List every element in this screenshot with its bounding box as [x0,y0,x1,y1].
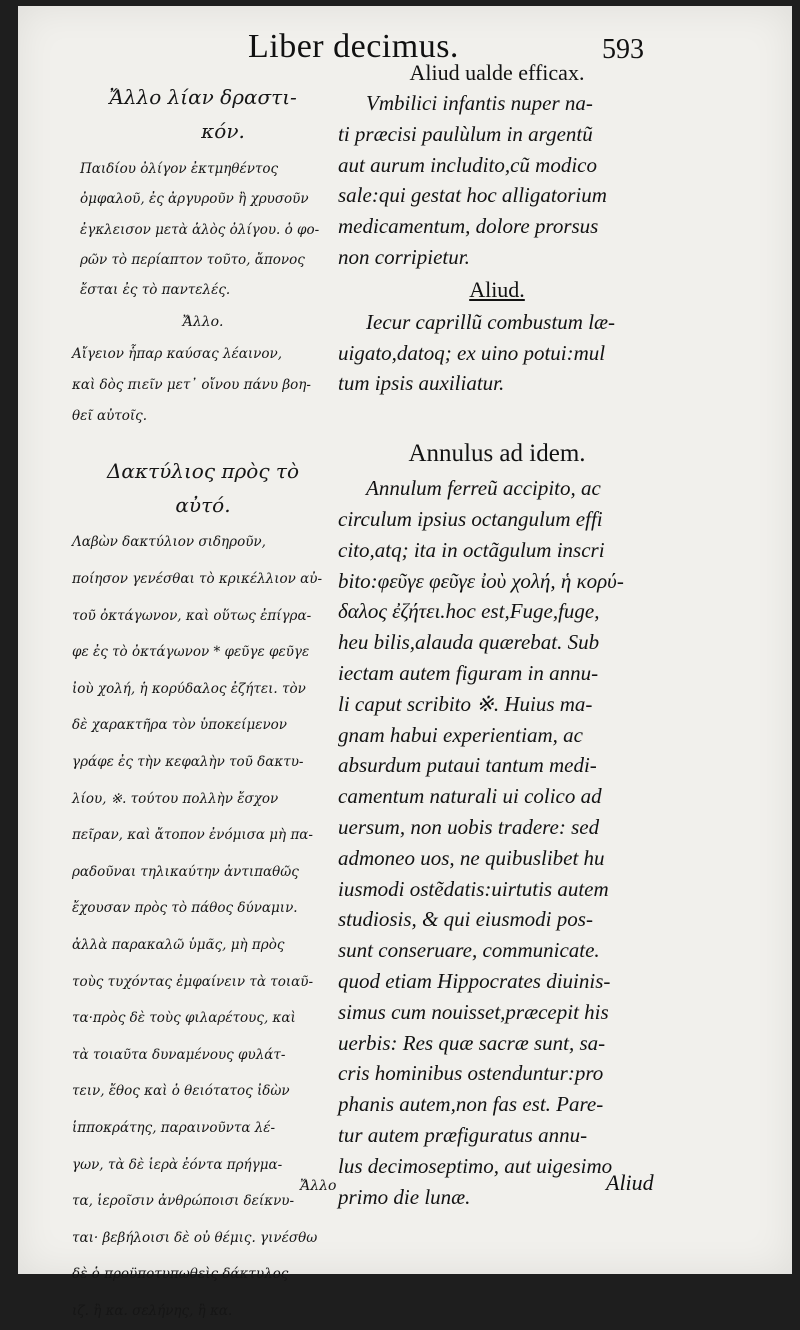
text-line: aut aurum includito,cũ modico [338,152,597,177]
heading-line: αὐτό. [175,493,231,518]
greek-heading-1 [72,80,334,148]
text-line: Iecur caprillũ combustum læ- [366,309,616,334]
text-line: simus cum nouisset,præcepit his [338,999,609,1024]
text-line: καὶ δὸς πιεῖν μετ᾽ οἴνου πάνυ βοη- [72,377,311,394]
latin-heading-1: Aliud ualde efficax. [409,60,585,85]
text-line: γων, τὰ δὲ ἱερὰ ἐόντα πρήγμα- [72,1156,283,1173]
text-line: θεῖ αὐτοῖς. [72,408,148,425]
text-line: circulum ipsius octangulum effi [338,506,603,531]
text-line: ἀλλὰ παρακαλῶ ὑμᾶς, μὴ πρὸς [72,937,285,954]
greek-heading-2 [72,454,334,522]
text-line: δαλος ἐζήτει.hoc est,Fuge,fuge, [338,599,600,624]
text-line: uerbis: Res quæ sacræ sunt, sa- [338,1030,606,1055]
text-line: iectam autem figuram in annu- [338,660,599,685]
text-line: δὲ ὁ προϋποτυπωθεὶς δάκτυλος [72,1266,289,1283]
text-line: ὀμφαλοῦ, ἐς ἀργυροῦν ἢ χρυσοῦν [80,191,309,208]
latin-paragraph-3 [338,473,656,1212]
text-line: Annulum ferreũ accipito, ac [366,476,601,501]
text-line: ti præcisi paulùlum in argentũ [338,121,593,146]
text-line: ἐγκλεισον μετὰ ἁλὸς ὀλίγου. ὁ φο- [80,221,320,238]
greek-column [72,80,337,1330]
running-header: Liber decimus. [248,28,459,65]
latin-paragraph-2 [338,307,656,399]
text-line: admoneo uos, ne quibuslibet hu [338,845,605,870]
text-line: primo die lunæ. [338,1184,471,1209]
text-line: λίου, ※. τούτου πολλὴν ἔσχον [72,790,279,807]
latin-heading-2: Aliud. [469,276,525,302]
latin-paragraph-1 [338,88,656,273]
text-line: medicamentum, dolore prorsus [338,214,599,239]
text-line: ιζ. ἢ κα. σελήνης, ἢ κα. [72,1302,233,1319]
text-line: phanis autem,non fas est. Pare- [338,1092,604,1117]
text-line: absurdum putaui tantum medi- [338,753,597,778]
heading-line: Δακτύλιος πρὸς τὸ [106,459,299,484]
greek-subheading: Ἄλλο. [182,314,224,331]
latin-column [338,58,656,1212]
text-line: cris hominibus ostenduntur:pro [338,1061,604,1086]
text-line: bito:φεῦγε φεῦγε ἰοὺ χολή, ἡ κορύ- [338,568,624,593]
text-line: uigato,datoq; ex uino potui:mul [338,340,606,365]
text-line: ἰοὺ χολή, ἡ κορύδαλος ἐζήτει. τὸν [72,680,306,697]
text-line: ραδοῦναι τηλικαύτην ἀντιπαθῶς [72,863,299,880]
heading-line: κόν. [201,119,245,143]
text-line: τὰ τοιαῦτα δυναμένους φυλάτ- [72,1046,286,1063]
text-line: τα, ἱεροῖσιν ἀνθρώποισι δείκνυ- [72,1193,295,1210]
text-line: τα·πρὸς δὲ τοὺς φιλαρέτους, καὶ [72,1010,296,1027]
greek-catchword: Ἄλλο [300,1178,337,1194]
text-line: sunt conseruare, communicate. [338,938,600,963]
text-line: heu bilis,alauda quærebat. Sub [338,630,600,655]
text-line: studiosis, & qui eiusmodi pos- [338,907,593,932]
text-line: ἔχουσαν πρὸς τὸ πάθος δύναμιν. [72,900,298,917]
text-line: φε ἐς τὸ ὀκτάγωνον * φεῦγε φεῦγε [72,644,310,661]
heading-line: Ἄλλο λίαν δραστι- [109,85,297,109]
greek-paragraph-2 [72,339,334,432]
greek-paragraph-1 [72,154,334,305]
text-line: γράφε ἐς τὴν κεφαλὴν τοῦ δακτυ- [72,754,304,771]
text-line: ποίησον γενέσθαι τὸ κρικέλλιον αὐ- [72,571,323,588]
text-line: iusmodi ostẽdatis:uirtutis autem [338,876,609,901]
text-line: cito,atq; ita in octãgulum inscri [338,537,605,562]
text-line: sale:qui gestat hoc alligatorium [338,183,607,208]
text-line: ἱπποκράτης, παραινοῦντα λέ- [72,1119,276,1136]
text-line: ται· βεβήλοισι δὲ οὐ θέμις. γινέσθω [72,1229,318,1246]
greek-paragraph-3 [72,524,337,1329]
text-line: camentum naturali ui colico ad [338,784,602,809]
text-line: tum ipsis auxiliatur. [338,371,505,396]
text-line: uersum, non uobis tradere: sed [338,814,600,839]
text-line: Vmbilici infantis nuper na- [366,91,593,115]
text-line: li caput scribito ※. Huius ma- [338,691,593,716]
page-number: 593 [602,34,644,65]
text-line: Αἴγειον ἧπαρ καύσας λέαινον, [72,346,282,363]
text-line: Λαβὼν δακτύλιον σιδηροῦν, [72,534,266,551]
text-line: non corripietur. [338,244,470,269]
text-line: δὲ χαρακτῆρα τὸν ὑποκείμενον [72,717,288,734]
text-line: τοὺς τυχόντας ἐμφαίνειν τὰ τοιαῦ- [72,973,314,990]
text-line: τειν, ἔθος καὶ ὁ θειότατος ἰδὼν [72,1083,290,1100]
text-line: Παιδίου ὀλίγον ἐκτμηθέντος [80,161,279,177]
text-line: ρῶν τὸ περίαπτον τοῦτο, ἄπονος [80,251,305,268]
text-line: πεῖραν, καὶ ἄτοπον ἐνόμισα μὴ πα- [72,827,313,844]
latin-catchword: Aliud [606,1170,654,1195]
text-line: ἔσται ἐς τὸ παντελές. [80,282,231,299]
text-line: gnam habui experientiam, ac [338,722,583,747]
text-line: lus decimoseptimo, aut uigesimo [338,1153,613,1178]
latin-heading-3: Annulus ad idem. [408,440,586,468]
text-line: quod etiam Hippocrates diuinis- [338,968,611,993]
text-line: tur autem præfiguratus annu- [338,1122,588,1147]
text-line: τοῦ ὀκτάγωνον, καὶ οὕτως ἐπίγρα- [72,607,312,624]
